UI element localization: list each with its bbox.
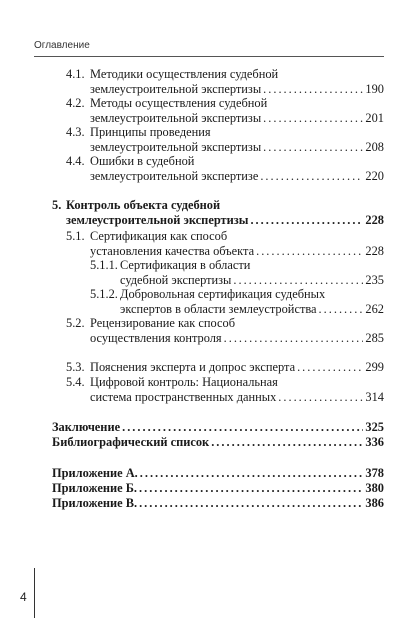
footer-rule xyxy=(34,568,35,618)
toc-entry-appendix-v[interactable]: Приложение В. ..... 386 xyxy=(52,496,384,511)
page-number: 299 xyxy=(365,360,384,374)
page-number: 220 xyxy=(365,169,384,183)
page-number: 325 xyxy=(365,420,384,434)
running-head: Оглавление xyxy=(34,40,90,51)
folio-page-number: 4 xyxy=(20,590,27,604)
toc-entry-5-3[interactable]: 5.3. Пояснения эксперта и допрос эксперта ..... 299 xyxy=(66,360,384,375)
page-number: 380 xyxy=(365,481,384,495)
toc-entry-appendix-a[interactable]: Приложение А. ..... 378 xyxy=(52,466,384,481)
page-number: 262 xyxy=(365,302,384,316)
toc-entry-4-4[interactable]: 4.4. Ошибки в судебной землеустроительной экспертизе ..... 220 xyxy=(66,154,384,184)
toc-entry-5-1-1[interactable]: 5.1.1. Сертификация в области судебной экспертизы ..... 235 xyxy=(90,258,384,288)
page-number: 228 xyxy=(365,244,384,258)
page-number: 386 xyxy=(365,496,384,510)
toc-entry-5-1-2[interactable]: 5.1.2. Добровольная сертификация судебных экспертов в области землеустройства ..... 262 xyxy=(90,287,384,317)
page-number: 208 xyxy=(365,140,384,154)
toc-entry-4-2[interactable]: 4.2. Методы осуществления судебной землеустроительной экспертизы ..... 201 xyxy=(66,96,384,126)
page-number: 201 xyxy=(365,111,384,125)
header-rule xyxy=(34,56,384,57)
toc-entry-5-4[interactable]: 5.4. Цифровой контроль: Национальная система пространственных данных ..... 314 xyxy=(66,375,384,405)
page-number: 228 xyxy=(365,213,384,227)
toc-entry-5[interactable]: 5. Контроль объекта судебной землеустроительной экспертизы ..... 228 xyxy=(52,198,384,228)
toc-entry-5-2[interactable]: 5.2. Рецензирование как способ осуществления контроля ..... 285 xyxy=(66,316,384,346)
page-number: 285 xyxy=(365,331,384,345)
page-number: 190 xyxy=(365,82,384,96)
page-number: 378 xyxy=(365,466,384,480)
page-number: 314 xyxy=(365,390,384,404)
toc-entry-4-1[interactable]: 4.1. Методики осуществления судебной землеустроительной экспертизы ..... 190 xyxy=(66,67,384,97)
toc-entry-5-1[interactable]: 5.1. Сертификация как способ установления качества объекта ..... 228 xyxy=(66,229,384,259)
toc-entry-appendix-b[interactable]: Приложение Б. ..... 380 xyxy=(52,481,384,496)
toc-entry-4-3[interactable]: 4.3. Принципы проведения землеустроительной экспертизы ..... 208 xyxy=(66,125,384,155)
page-number: 235 xyxy=(365,273,384,287)
toc-entry-bibliography[interactable]: Библиографический список ..... 336 xyxy=(52,435,384,450)
page-number: 336 xyxy=(365,435,384,449)
toc-entry-conclusion[interactable]: Заключение ..... 325 xyxy=(52,420,384,435)
